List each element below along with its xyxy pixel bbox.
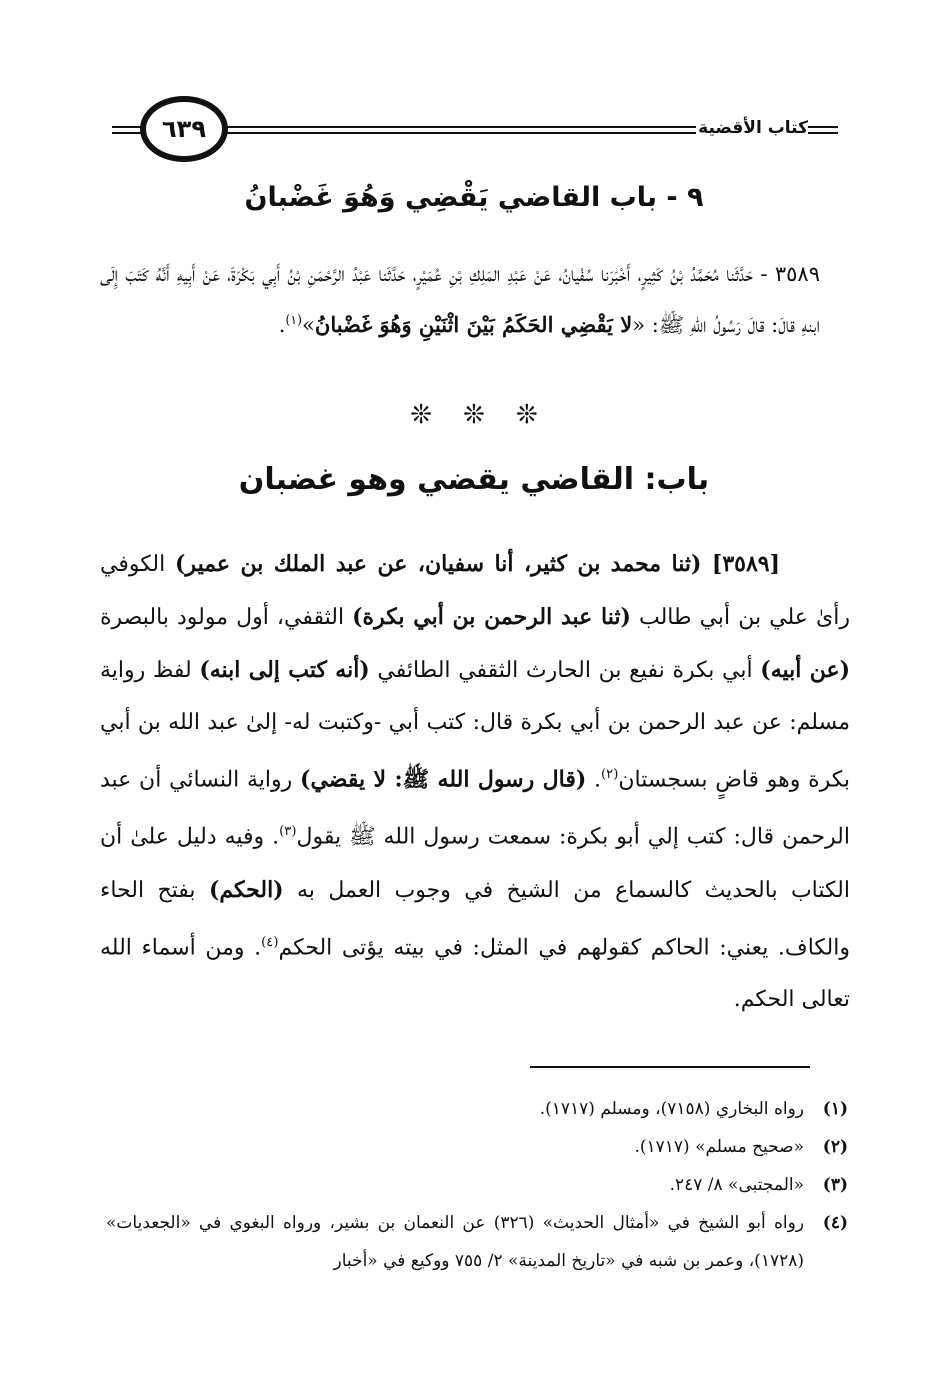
commentary-heading: باب: القاضي يقضي وهو غضبان xyxy=(238,462,710,497)
commentary-plain: الكوفي رأىٰ علي بن أبي طالب xyxy=(100,552,850,630)
commentary-bold: (عن أبيه) xyxy=(760,657,850,683)
footnote-item xyxy=(106,1204,848,1280)
footnote-item xyxy=(106,1166,848,1204)
commentary-plain: . ومن أسماء الله تعالى الحكم. xyxy=(100,934,850,1012)
commentary-plain: رواية النسائي أن عبد الرحمن قال: كتب إلي أبو بكرة: سمعت رسول الله ﷺ يقول xyxy=(100,767,851,850)
running-title: كتاب الأقضية xyxy=(698,118,808,138)
footnote-separator xyxy=(530,1066,810,1068)
hadith-text xyxy=(100,252,820,348)
commentary-plain: الثقفي، أول مولود بالبصرة xyxy=(100,605,353,630)
footnote-number: (٤) xyxy=(822,1213,848,1233)
commentary-plain: . وفيه دليل علىٰ أن الكتاب بالحديث كالسماع من الشيخ في وجوب العمل به xyxy=(100,824,850,903)
commentary-bold: (الحكم) xyxy=(208,876,284,903)
footnote-item xyxy=(106,1128,848,1166)
page-number: ٦٣٩ xyxy=(140,96,228,162)
footnote-ref-2: (٢) xyxy=(600,767,619,782)
header-rule-middle-2 xyxy=(226,132,696,134)
footnote-ref-1: (١) xyxy=(285,312,303,327)
commentary-paragraph xyxy=(100,538,850,1026)
footnotes xyxy=(106,1090,848,1280)
commentary-text xyxy=(100,538,850,1026)
footnote-text: رواه البخاري (٧١٥٨)، ومسلم (١٧١٧). xyxy=(539,1099,804,1119)
footnote-text: «المجتبى» ٨/ ٢٤٧. xyxy=(669,1175,804,1195)
commentary-bold: [٣٥٨٩] (ثنا محمد بن كثير، أنا سفيان، عن عبد الملك بن عمير) xyxy=(175,551,780,577)
footnote-text: «صحيح مسلم» (١٧١٧). xyxy=(634,1137,804,1157)
commentary-plain: لفظ رواية مسلم: عن عبد الرحمن بن أبي بكرة قال: كتب أبي -وكتبت له- إلىٰ عبد الله بن أبي بكرة وهو قاضٍ بسجستان xyxy=(100,658,851,793)
footnote-ref-3: (٣) xyxy=(279,824,297,840)
footnote-number: (٣) xyxy=(822,1175,848,1195)
commentary-plain: بفتح الحاء والكاف. يعني: الحاكم كقولهم في المثل: في بيته يؤتى الحكم xyxy=(100,877,850,960)
header-rule-right xyxy=(808,126,838,128)
section-separator: ❊ ❊ ❊ xyxy=(410,400,538,430)
footnote-ref-4: (٤) xyxy=(261,934,279,950)
footnote-number: (٢) xyxy=(822,1137,848,1157)
header-rule-right-2 xyxy=(808,132,838,134)
commentary-bold: (قال رسول الله ﷺ: لا يقضي) xyxy=(300,766,587,793)
chapter-heading: ٩ - باب القاضي يَقْضِي وَهُوَ غَضْبانُ xyxy=(244,182,704,213)
hadith-intro: ٣٥٨٩ - حَدَّثَنا مُحَمَّدُ بْنُ كَثِيرٍ، أَخْبَرَنا سُفْيانُ، عَنْ عَبْدِ المَلِكِ بْنِ عُمَيْرٍ، حَدَّثَنا عَبْدُ الرَّحْمَنِ بْنُ أَبِي بَكْرَةَ، عَنْ أَبِيهِ أَنَّهُ كَتَبَ إِلَى ابنهِ قالَ: قالَ رَسُولُ اللهِ ﷺ: « xyxy=(100,262,820,337)
commentary-bold: (أنه كتب إلى ابنه) xyxy=(199,657,370,683)
footnote-text: رواه أبو الشيخ في «أمثال الحديث» (٣٢٦) عن النعمان بن بشير، ورواه البغوي في «الجعديات» (١٧٢٨)، وعمر بن شبه في «تاريخ المدينة» ٢/ ٧٥٥ ووكيع في «أخبار xyxy=(106,1213,805,1271)
commentary-plain: أبي بكرة نفيع بن الحارث الثقفي الطائفي xyxy=(369,658,761,683)
header-rule-middle xyxy=(226,126,696,128)
commentary-plain: . xyxy=(586,767,601,793)
hadith-tail: . xyxy=(278,313,286,337)
hadith-quote-close: » xyxy=(302,313,315,337)
hadith-quote: لا يَقْضِي الحَكَمُ بَيْنَ اثْنَيْنِ وَهُوَ غَضْبانُ xyxy=(314,312,633,337)
footnote-item xyxy=(106,1090,848,1128)
commentary-bold: (ثنا عبد الرحمن بن أبي بكرة) xyxy=(352,604,631,630)
footnote-number: (١) xyxy=(822,1099,848,1119)
